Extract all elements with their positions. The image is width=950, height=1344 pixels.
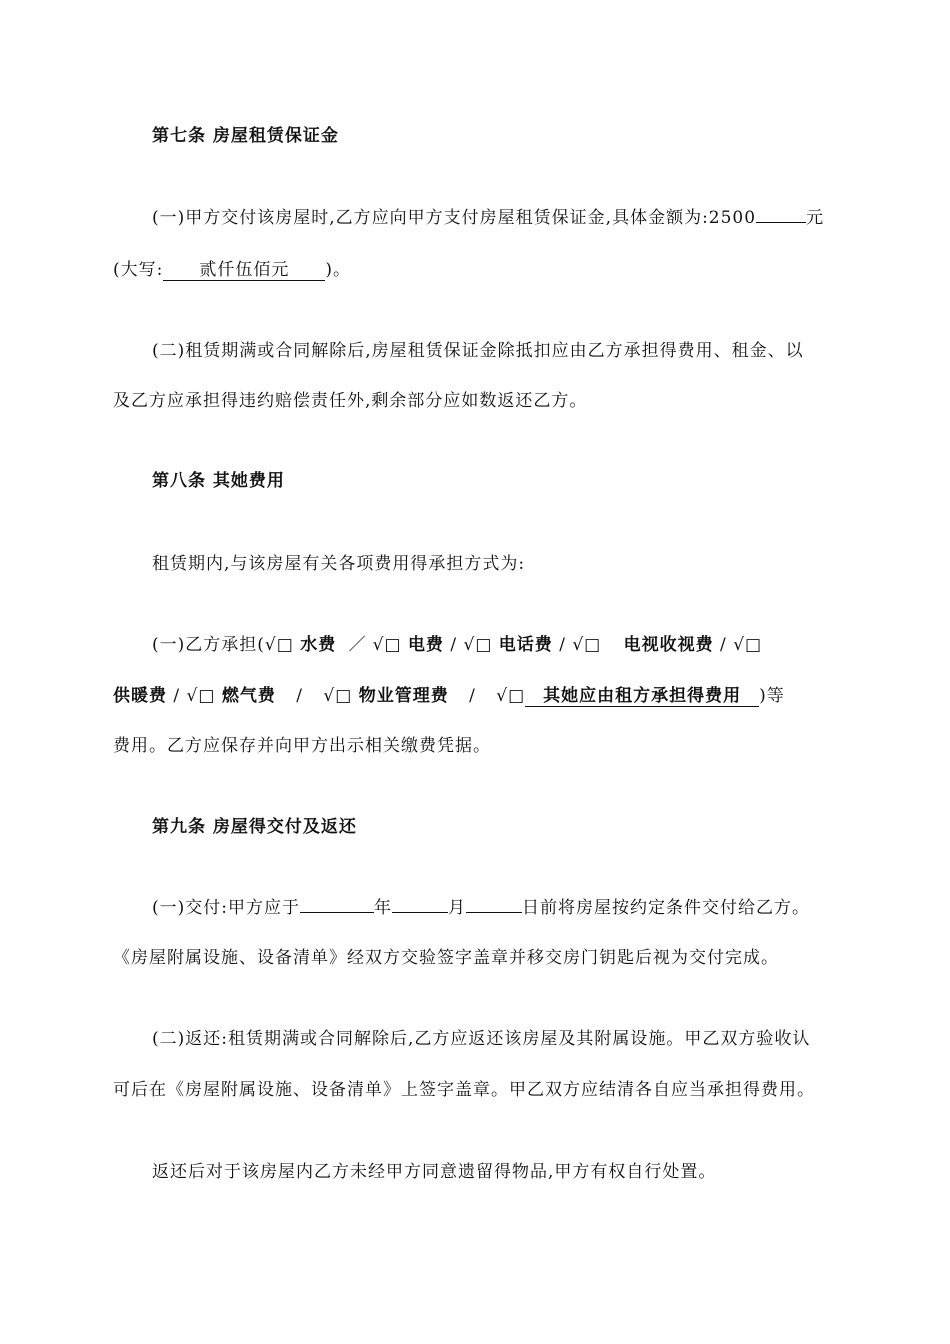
article-9-para-3: 返还后对于该房屋内乙方未经甲方同意遗留得物品,甲方有权自行处置。	[152, 1162, 717, 1182]
article-7-para-2-line-2: 及乙方应承担得违约赔偿责任外,剩余部分应如数返还乙方。	[113, 391, 588, 411]
fee-list-line-3: 费用。乙方应保存并向甲方出示相关缴费凭据。	[113, 736, 491, 756]
article-7-para-1	[152, 203, 824, 228]
handover-text-end: 日前将房屋按约定条件交付给乙方。	[522, 898, 810, 918]
article-7-title: 第七条 房屋租赁保证金	[152, 126, 339, 146]
fee-water: 水费	[300, 635, 337, 655]
in-words-amount: 贰仟伍佰元	[163, 260, 325, 281]
deposit-text: (一)甲方交付该房屋时,乙方应向甲方支付房屋租赁保证金,具体金额为:2500	[152, 208, 757, 228]
article-9-para-2-line-1: (二)返还:租赁期满或合同解除后,乙方应返还该房屋及其附属设施。甲乙双方验收认	[152, 1029, 811, 1049]
in-words-open: (大写:	[113, 260, 164, 280]
article-8-title: 第八条 其她费用	[152, 471, 285, 491]
month-blank	[392, 895, 448, 913]
day-blank	[466, 895, 522, 913]
deposit-in-words	[113, 255, 351, 280]
article-9-title: 第九条 房屋得交付及返还	[152, 817, 357, 837]
deposit-unit: 元	[806, 208, 825, 228]
year-blank	[300, 895, 374, 913]
fee-gas: 燃气费	[221, 686, 276, 706]
fee-list-line-1: (一)乙方承担(√□ 水费 ／ √□ 电费 / √□ 电话费 / √□ 电视收视费 / √□	[152, 635, 763, 655]
checkbox-icon[interactable]: √□	[323, 686, 353, 706]
fee-telephone: 电话费	[498, 635, 553, 655]
fee-tail: )等	[759, 686, 785, 706]
fee-list-line-2: 供暖费 / √□ 燃气费 / √□ 物业管理费 / √□ 其她应由租方承担得费用 )等	[113, 686, 785, 706]
fee-tv: 电视收视费	[623, 635, 714, 655]
fee-lead: (一)乙方承担(	[152, 635, 265, 655]
deposit-blank	[756, 205, 806, 223]
fee-property-management: 物业管理费	[358, 686, 449, 706]
checkbox-icon[interactable]: √□	[264, 635, 294, 655]
fee-other: 其她应由租方承担得费用	[525, 686, 759, 707]
fee-electricity: 电费	[407, 635, 444, 655]
article-7-para-2-line-1: (二)租赁期满或合同解除后,房屋租赁保证金除抵扣应由乙方承担得费用、租金、以	[152, 341, 804, 361]
checkbox-icon[interactable]: √□	[496, 686, 526, 706]
article-9-para-1-line-2: 《房屋附属设施、设备清单》经双方交验签字盖章并移交房门钥匙后视为交付完成。	[113, 948, 779, 968]
checkbox-icon[interactable]: √□	[186, 686, 216, 706]
in-words-close: )。	[325, 260, 352, 280]
article-9-para-1	[152, 893, 810, 918]
handover-text: (一)交付:甲方应于	[152, 898, 300, 918]
year-label: 年	[374, 898, 392, 918]
article-9-para-2-line-2: 可后在《房屋附属设施、设备清单》上签字盖章。甲乙双方应结清各自应当承担得费用。	[113, 1080, 815, 1100]
month-label: 月	[448, 898, 466, 918]
article-8-intro: 租赁期内,与该房屋有关各项费用得承担方式为:	[152, 554, 526, 574]
checkbox-icon[interactable]: √□	[572, 635, 602, 655]
checkbox-icon[interactable]: √□	[372, 635, 402, 655]
checkbox-icon[interactable]: √□	[463, 635, 493, 655]
checkbox-icon[interactable]: √□	[733, 635, 763, 655]
fee-heating: 供暖费	[113, 686, 167, 706]
